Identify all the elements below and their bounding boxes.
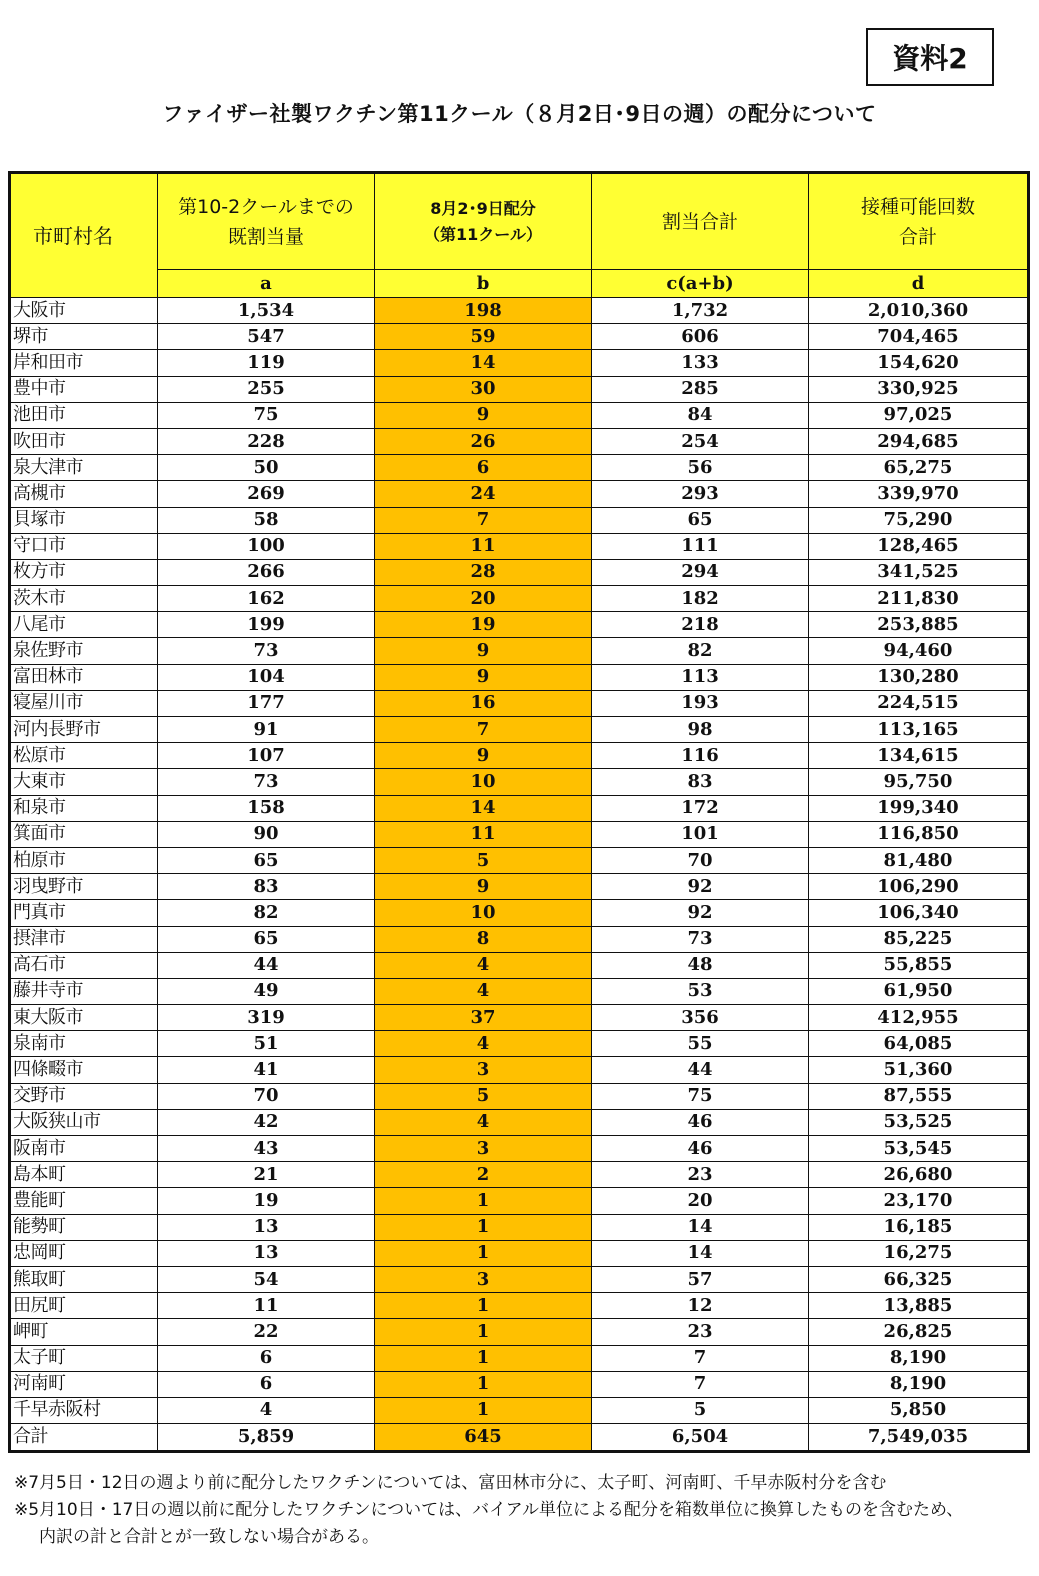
municipality-cell: 交野市 (10, 1083, 158, 1109)
doses-total-cell: 16,275 (809, 1240, 1029, 1266)
allocation-total-cell: 84 (592, 402, 809, 428)
allocation-total-cell: 193 (592, 690, 809, 716)
allocation-total-cell: 12 (592, 1293, 809, 1319)
prior-allocation-cell: 319 (158, 1005, 375, 1031)
municipality-cell: 岸和田市 (10, 350, 158, 376)
prior-allocation-cell: 255 (158, 376, 375, 402)
municipality-cell: 門真市 (10, 900, 158, 926)
allocation-total-cell: 133 (592, 350, 809, 376)
new-allocation-cell: 1 (375, 1188, 592, 1214)
municipality-cell: 田尻町 (10, 1293, 158, 1319)
doses-total-cell: 65,275 (809, 455, 1029, 481)
municipality-cell: 泉南市 (10, 1031, 158, 1057)
table-row (10, 298, 1029, 324)
doses-total-cell: 61,950 (809, 978, 1029, 1004)
header-col-a-line2: 既割当量 (227, 225, 304, 248)
header-col-d (809, 173, 1029, 270)
table-row (10, 1083, 1029, 1109)
new-allocation-cell: 10 (375, 769, 592, 795)
total-row (10, 1424, 1029, 1452)
municipality-cell: 能勢町 (10, 1214, 158, 1240)
doses-total-cell: 8,190 (809, 1345, 1029, 1371)
allocation-total-cell: 83 (592, 769, 809, 795)
allocation-total-cell: 48 (592, 952, 809, 978)
table-row (10, 1005, 1029, 1031)
table-subheader-row (10, 270, 1029, 298)
prior-allocation-cell: 73 (158, 638, 375, 664)
municipality-cell: 泉大津市 (10, 455, 158, 481)
doses-total-cell: 128,465 (809, 533, 1029, 559)
table-row (10, 874, 1029, 900)
footnote-2-continued: 内訳の計と合計とが一致しない場合がある。 (39, 1527, 379, 1547)
municipality-cell: 東大阪市 (10, 1005, 158, 1031)
municipality-cell: 富田林市 (10, 664, 158, 690)
allocation-total-cell: 172 (592, 795, 809, 821)
municipality-cell: 忠岡町 (10, 1240, 158, 1266)
doses-total-cell: 211,830 (809, 586, 1029, 612)
municipality-cell: 貝塚市 (10, 507, 158, 533)
header-col-b (375, 173, 592, 270)
page-title: ファイザー社製ワクチン第11クール（８月2日･9日の週）の配分について (162, 102, 877, 126)
footnotes (14, 1470, 1034, 1551)
prior-allocation-cell: 82 (158, 900, 375, 926)
allocation-total-cell: 23 (592, 1162, 809, 1188)
table-row (10, 1266, 1029, 1292)
table-row (10, 847, 1029, 873)
table-row (10, 324, 1029, 350)
doses-total-cell: 26,680 (809, 1162, 1029, 1188)
new-allocation-cell: 5 (375, 1083, 592, 1109)
municipality-cell: 熊取町 (10, 1266, 158, 1292)
new-allocation-cell: 1 (375, 1319, 592, 1345)
subheader-c: c(a+b) (592, 270, 809, 298)
header-col-d-line1: 接種可能回数 (860, 195, 975, 218)
municipality-cell: 河南町 (10, 1371, 158, 1397)
new-allocation-cell: 4 (375, 1109, 592, 1135)
table-row (10, 455, 1029, 481)
prior-allocation-cell: 65 (158, 926, 375, 952)
prior-allocation-cell: 4 (158, 1397, 375, 1423)
new-allocation-cell: 14 (375, 795, 592, 821)
table-row (10, 926, 1029, 952)
table-row (10, 507, 1029, 533)
table-row (10, 1136, 1029, 1162)
prior-allocation-cell: 13 (158, 1214, 375, 1240)
table-row (10, 717, 1029, 743)
municipality-cell: 太子町 (10, 1345, 158, 1371)
municipality-cell: 柏原市 (10, 847, 158, 873)
municipality-cell: 千早赤阪村 (10, 1397, 158, 1423)
allocation-total-cell: 14 (592, 1214, 809, 1240)
subheader-d: d (809, 270, 1029, 298)
doses-total-cell: 55,855 (809, 952, 1029, 978)
header-col-a-line1: 第10-2クールまでの (178, 195, 354, 218)
new-allocation-cell: 6 (375, 455, 592, 481)
prior-allocation-cell: 42 (158, 1109, 375, 1135)
new-allocation-cell: 9 (375, 664, 592, 690)
new-allocation-cell: 19 (375, 612, 592, 638)
total-allocation-cell: 6,504 (592, 1424, 809, 1452)
municipality-cell: 茨木市 (10, 586, 158, 612)
total-prior-allocation-cell: 5,859 (158, 1424, 375, 1452)
allocation-total-cell: 44 (592, 1057, 809, 1083)
municipality-cell: 豊能町 (10, 1188, 158, 1214)
table-row (10, 952, 1029, 978)
allocation-total-cell: 182 (592, 586, 809, 612)
prior-allocation-cell: 107 (158, 743, 375, 769)
prior-allocation-cell: 41 (158, 1057, 375, 1083)
prior-allocation-cell: 162 (158, 586, 375, 612)
table-row (10, 1109, 1029, 1135)
doses-total-cell: 2,010,360 (809, 298, 1029, 324)
table-row (10, 900, 1029, 926)
prior-allocation-cell: 21 (158, 1162, 375, 1188)
allocation-total-cell: 92 (592, 874, 809, 900)
new-allocation-cell: 9 (375, 874, 592, 900)
allocation-total-cell: 82 (592, 638, 809, 664)
doses-total-cell: 66,325 (809, 1266, 1029, 1292)
doses-total-cell: 26,825 (809, 1319, 1029, 1345)
doses-total-cell: 16,185 (809, 1214, 1029, 1240)
prior-allocation-cell: 44 (158, 952, 375, 978)
new-allocation-cell: 59 (375, 324, 592, 350)
doses-total-cell: 106,290 (809, 874, 1029, 900)
new-allocation-cell: 16 (375, 690, 592, 716)
allocation-total-cell: 73 (592, 926, 809, 952)
table-row (10, 533, 1029, 559)
table-row (10, 428, 1029, 454)
allocation-total-cell: 254 (592, 428, 809, 454)
header-col-c: 割当合計 (592, 173, 809, 270)
municipality-cell: 吹田市 (10, 428, 158, 454)
new-allocation-cell: 1 (375, 1293, 592, 1319)
prior-allocation-cell: 90 (158, 821, 375, 847)
municipality-cell: 四條畷市 (10, 1057, 158, 1083)
new-allocation-cell: 4 (375, 978, 592, 1004)
new-allocation-cell: 3 (375, 1266, 592, 1292)
new-allocation-cell: 3 (375, 1057, 592, 1083)
table-row (10, 1057, 1029, 1083)
new-allocation-cell: 1 (375, 1240, 592, 1266)
table-row (10, 638, 1029, 664)
doses-total-cell: 85,225 (809, 926, 1029, 952)
prior-allocation-cell: 228 (158, 428, 375, 454)
municipality-cell: 和泉市 (10, 795, 158, 821)
new-allocation-cell: 24 (375, 481, 592, 507)
allocation-total-cell: 75 (592, 1083, 809, 1109)
allocation-total-cell: 111 (592, 533, 809, 559)
new-allocation-cell: 26 (375, 428, 592, 454)
table-row (10, 1240, 1029, 1266)
total-new-allocation-cell: 645 (375, 1424, 592, 1452)
doses-total-cell: 95,750 (809, 769, 1029, 795)
doses-total-cell: 253,885 (809, 612, 1029, 638)
table-row (10, 978, 1029, 1004)
table-row (10, 612, 1029, 638)
municipality-cell: 島本町 (10, 1162, 158, 1188)
prior-allocation-cell: 177 (158, 690, 375, 716)
doses-total-cell: 199,340 (809, 795, 1029, 821)
table-row (10, 586, 1029, 612)
allocation-total-cell: 65 (592, 507, 809, 533)
doses-total-cell: 51,360 (809, 1057, 1029, 1083)
doses-total-cell: 339,970 (809, 481, 1029, 507)
doses-total-cell: 113,165 (809, 717, 1029, 743)
table-row (10, 481, 1029, 507)
doses-total-cell: 224,515 (809, 690, 1029, 716)
doses-total-cell: 81,480 (809, 847, 1029, 873)
municipality-cell: 高槻市 (10, 481, 158, 507)
prior-allocation-cell: 83 (158, 874, 375, 900)
table-row (10, 1031, 1029, 1057)
table-row (10, 795, 1029, 821)
allocation-total-cell: 7 (592, 1371, 809, 1397)
doses-total-cell: 5,850 (809, 1397, 1029, 1423)
prior-allocation-cell: 158 (158, 795, 375, 821)
prior-allocation-cell: 75 (158, 402, 375, 428)
table-header-row (10, 173, 1029, 270)
allocation-total-cell: 606 (592, 324, 809, 350)
subheader-b: b (375, 270, 592, 298)
footnote-1: ※7月5日・12日の週より前に配分したワクチンについては、富田林市分に、太子町、河南町、千早赤阪村分を含む (14, 1473, 887, 1493)
allocation-total-cell: 285 (592, 376, 809, 402)
new-allocation-cell: 3 (375, 1136, 592, 1162)
allocation-total-cell: 294 (592, 559, 809, 585)
allocation-total-cell: 1,732 (592, 298, 809, 324)
new-allocation-cell: 2 (375, 1162, 592, 1188)
allocation-total-cell: 23 (592, 1319, 809, 1345)
allocation-total-cell: 56 (592, 455, 809, 481)
municipality-cell: 摂津市 (10, 926, 158, 952)
prior-allocation-cell: 51 (158, 1031, 375, 1057)
doses-total-cell: 53,525 (809, 1109, 1029, 1135)
table-row (10, 402, 1029, 428)
municipality-cell: 藤井寺市 (10, 978, 158, 1004)
prior-allocation-cell: 13 (158, 1240, 375, 1266)
prior-allocation-cell: 91 (158, 717, 375, 743)
prior-allocation-cell: 199 (158, 612, 375, 638)
table-row (10, 1397, 1029, 1423)
new-allocation-cell: 7 (375, 717, 592, 743)
municipality-cell: 守口市 (10, 533, 158, 559)
prior-allocation-cell: 43 (158, 1136, 375, 1162)
doses-total-cell: 134,615 (809, 743, 1029, 769)
prior-allocation-cell: 73 (158, 769, 375, 795)
new-allocation-cell: 7 (375, 507, 592, 533)
municipality-cell: 大阪狭山市 (10, 1109, 158, 1135)
new-allocation-cell: 9 (375, 402, 592, 428)
doses-total-cell: 116,850 (809, 821, 1029, 847)
prior-allocation-cell: 11 (158, 1293, 375, 1319)
doses-total-cell: 341,525 (809, 559, 1029, 585)
doses-total-cell: 704,465 (809, 324, 1029, 350)
allocation-total-cell: 5 (592, 1397, 809, 1423)
doses-total-cell: 412,955 (809, 1005, 1029, 1031)
doses-total-cell: 294,685 (809, 428, 1029, 454)
prior-allocation-cell: 49 (158, 978, 375, 1004)
prior-allocation-cell: 58 (158, 507, 375, 533)
table-row (10, 376, 1029, 402)
new-allocation-cell: 11 (375, 821, 592, 847)
table-row (10, 1319, 1029, 1345)
prior-allocation-cell: 266 (158, 559, 375, 585)
table-row (10, 1188, 1029, 1214)
header-municipality: 市町村名 (10, 173, 158, 298)
new-allocation-cell: 1 (375, 1345, 592, 1371)
allocation-total-cell: 7 (592, 1345, 809, 1371)
municipality-cell: 河内長野市 (10, 717, 158, 743)
municipality-cell: 大東市 (10, 769, 158, 795)
prior-allocation-cell: 50 (158, 455, 375, 481)
new-allocation-cell: 28 (375, 559, 592, 585)
prior-allocation-cell: 22 (158, 1319, 375, 1345)
new-allocation-cell: 11 (375, 533, 592, 559)
new-allocation-cell: 1 (375, 1397, 592, 1423)
table-row (10, 743, 1029, 769)
municipality-cell: 堺市 (10, 324, 158, 350)
allocation-total-cell: 70 (592, 847, 809, 873)
new-allocation-cell: 1 (375, 1371, 592, 1397)
doses-total-cell: 330,925 (809, 376, 1029, 402)
doses-total-cell: 23,170 (809, 1188, 1029, 1214)
new-allocation-cell: 20 (375, 586, 592, 612)
municipality-cell: 豊中市 (10, 376, 158, 402)
table-row (10, 559, 1029, 585)
prior-allocation-cell: 65 (158, 847, 375, 873)
municipality-cell: 八尾市 (10, 612, 158, 638)
allocation-table (8, 171, 1030, 1453)
new-allocation-cell: 5 (375, 847, 592, 873)
allocation-total-cell: 14 (592, 1240, 809, 1266)
prior-allocation-cell: 6 (158, 1345, 375, 1371)
new-allocation-cell: 10 (375, 900, 592, 926)
new-allocation-cell: 198 (375, 298, 592, 324)
prior-allocation-cell: 19 (158, 1188, 375, 1214)
doses-total-cell: 106,340 (809, 900, 1029, 926)
new-allocation-cell: 9 (375, 638, 592, 664)
doses-total-cell: 8,190 (809, 1371, 1029, 1397)
table-row (10, 821, 1029, 847)
allocation-total-cell: 116 (592, 743, 809, 769)
allocation-total-cell: 356 (592, 1005, 809, 1031)
table-row (10, 1345, 1029, 1371)
table-row (10, 350, 1029, 376)
allocation-total-cell: 101 (592, 821, 809, 847)
table-row (10, 690, 1029, 716)
allocation-total-cell: 92 (592, 900, 809, 926)
doses-total-cell: 94,460 (809, 638, 1029, 664)
municipality-cell: 泉佐野市 (10, 638, 158, 664)
new-allocation-cell: 1 (375, 1214, 592, 1240)
doses-total-cell: 87,555 (809, 1083, 1029, 1109)
municipality-cell: 枚方市 (10, 559, 158, 585)
prior-allocation-cell: 100 (158, 533, 375, 559)
doses-total-cell: 97,025 (809, 402, 1029, 428)
new-allocation-cell: 4 (375, 952, 592, 978)
prior-allocation-cell: 269 (158, 481, 375, 507)
new-allocation-cell: 14 (375, 350, 592, 376)
municipality-cell: 箕面市 (10, 821, 158, 847)
prior-allocation-cell: 104 (158, 664, 375, 690)
new-allocation-cell: 4 (375, 1031, 592, 1057)
new-allocation-cell: 8 (375, 926, 592, 952)
total-doses-cell: 7,549,035 (809, 1424, 1029, 1452)
header-col-d-line2: 合計 (898, 225, 937, 248)
table-row (10, 664, 1029, 690)
municipality-cell: 大阪市 (10, 298, 158, 324)
allocation-total-cell: 98 (592, 717, 809, 743)
allocation-total-cell: 20 (592, 1188, 809, 1214)
table-row (10, 1214, 1029, 1240)
doses-total-cell: 13,885 (809, 1293, 1029, 1319)
municipality-cell: 阪南市 (10, 1136, 158, 1162)
header-col-b-line2: （第11クール） (424, 224, 542, 244)
doses-total-cell: 64,085 (809, 1031, 1029, 1057)
footnote-2: ※5月10日・17日の週以前に配分したワクチンについては、バイアル単位による配分を箱数単位に換算したものを含むため、 (14, 1500, 964, 1520)
new-allocation-cell: 37 (375, 1005, 592, 1031)
header-col-b-line1: 8月2･9日配分 (430, 198, 536, 218)
document-label: 資料2 (866, 28, 994, 86)
table-row (10, 1162, 1029, 1188)
header-col-a (158, 173, 375, 270)
new-allocation-cell: 9 (375, 743, 592, 769)
prior-allocation-cell: 70 (158, 1083, 375, 1109)
allocation-total-cell: 293 (592, 481, 809, 507)
municipality-cell: 寝屋川市 (10, 690, 158, 716)
table-row (10, 1371, 1029, 1397)
allocation-total-cell: 46 (592, 1109, 809, 1135)
subheader-a: a (158, 270, 375, 298)
municipality-cell: 羽曳野市 (10, 874, 158, 900)
municipality-cell: 高石市 (10, 952, 158, 978)
doses-total-cell: 75,290 (809, 507, 1029, 533)
allocation-total-cell: 53 (592, 978, 809, 1004)
allocation-total-cell: 218 (592, 612, 809, 638)
allocation-total-cell: 46 (592, 1136, 809, 1162)
prior-allocation-cell: 547 (158, 324, 375, 350)
doses-total-cell: 130,280 (809, 664, 1029, 690)
total-label-cell: 合計 (10, 1424, 158, 1452)
prior-allocation-cell: 119 (158, 350, 375, 376)
municipality-cell: 岬町 (10, 1319, 158, 1345)
table-body (10, 298, 1029, 1452)
municipality-cell: 池田市 (10, 402, 158, 428)
allocation-total-cell: 57 (592, 1266, 809, 1292)
municipality-cell: 松原市 (10, 743, 158, 769)
prior-allocation-cell: 1,534 (158, 298, 375, 324)
prior-allocation-cell: 6 (158, 1371, 375, 1397)
prior-allocation-cell: 54 (158, 1266, 375, 1292)
table-row (10, 1293, 1029, 1319)
allocation-total-cell: 55 (592, 1031, 809, 1057)
doses-total-cell: 154,620 (809, 350, 1029, 376)
allocation-total-cell: 113 (592, 664, 809, 690)
new-allocation-cell: 30 (375, 376, 592, 402)
doses-total-cell: 53,545 (809, 1136, 1029, 1162)
table-row (10, 769, 1029, 795)
